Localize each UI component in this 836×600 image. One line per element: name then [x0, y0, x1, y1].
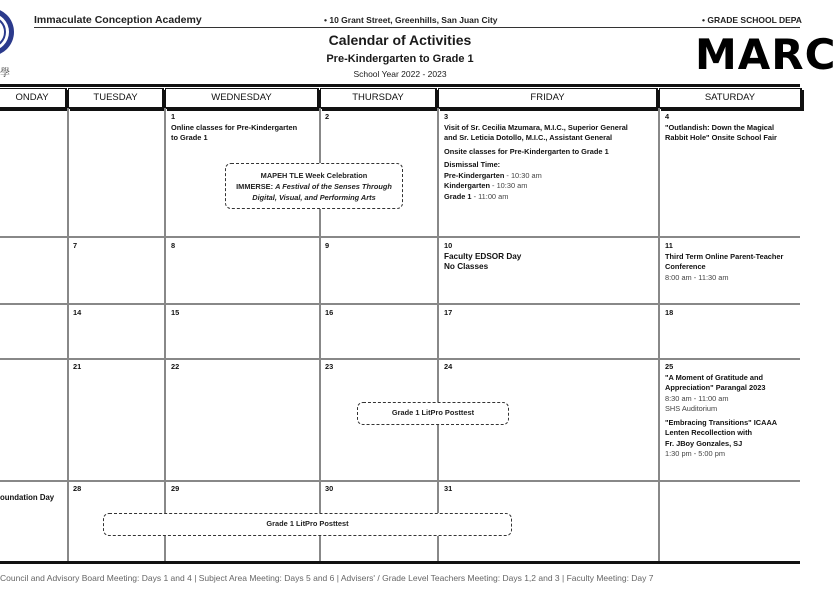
event-banner-mapeh[interactable]	[225, 163, 403, 209]
event-text: "Embracing Transitions" ICAAA	[665, 417, 778, 427]
department-name: • GRADE SCHOOL DEPA	[702, 15, 802, 25]
day-header-monday: ONDAY	[0, 88, 67, 109]
event-time: 1:30 pm - 5:00 pm	[665, 449, 725, 458]
seal-caption: 學	[0, 68, 10, 79]
event-text: No Classes	[444, 262, 489, 271]
grid-line	[0, 480, 800, 482]
day-number: 10	[444, 241, 453, 250]
day-number: 29	[171, 484, 180, 493]
day-cell-7[interactable]	[73, 241, 77, 252]
day-header-tuesday: TUESDAY	[68, 88, 164, 109]
grid-line	[658, 108, 660, 561]
event-time: 8:30 am - 11:00 am	[665, 393, 729, 403]
day-number: 25	[665, 362, 674, 371]
day-cell-11[interactable]	[665, 241, 783, 283]
day-header-friday: FRIDAY	[438, 88, 658, 109]
event-venue: SHS Auditorium	[665, 404, 718, 413]
event-text: to Grade 1	[171, 133, 208, 142]
event-text: Online classes for Pre-Kindergarten	[171, 122, 298, 132]
grid-line	[0, 236, 800, 238]
event-text: Lenten Recollection with	[665, 428, 753, 437]
day-cell-2[interactable]	[325, 112, 329, 123]
day-number: 28	[73, 484, 82, 493]
banner-label: Grade 1 LitPro Posttest	[391, 408, 475, 417]
day-cell-28[interactable]	[73, 484, 81, 495]
event-text: oundation Day	[0, 493, 55, 502]
day-number: 18	[665, 308, 674, 317]
event-text: Fr. JBoy Gonzales, SJ	[665, 438, 743, 448]
dismissal-row: Pre-Kindergarten - 10:30 am	[444, 170, 542, 180]
day-number: 14	[73, 308, 82, 317]
day-header-wednesday: WEDNESDAY	[165, 88, 319, 109]
event-banner-litpro-week5[interactable]	[103, 513, 512, 536]
day-number: 11	[665, 241, 673, 250]
day-cell-10[interactable]	[444, 241, 521, 273]
bottom-divider	[0, 561, 800, 564]
grid-line	[164, 108, 166, 561]
day-cell-17[interactable]	[444, 308, 452, 319]
event-text: Appreciation" Parangal 2023	[665, 383, 766, 392]
day-header-thursday: THURSDAY	[320, 88, 437, 109]
day-number: 17	[444, 308, 453, 317]
day-cell-3[interactable]	[444, 112, 628, 202]
school-name: Immaculate Conception Academy	[34, 14, 202, 26]
page-subtitle: Pre-Kindergarten to Grade 1	[326, 53, 474, 65]
header-divider	[0, 84, 800, 87]
event-text: Conference	[665, 262, 706, 271]
day-number: 31	[444, 484, 453, 493]
day-cell-16[interactable]	[325, 308, 333, 319]
day-number: 1	[171, 112, 176, 121]
event-text: "A Moment of Gratitude and	[665, 372, 764, 382]
event-text: and Sr. Leticia Dotollo, M.I.C., Assistant General	[444, 133, 613, 142]
day-cell-27[interactable]	[0, 493, 54, 504]
day-number: 15	[171, 308, 180, 317]
day-number: 3	[444, 112, 449, 121]
grid-line	[0, 358, 800, 360]
grid-line	[67, 108, 69, 561]
day-number: 23	[325, 362, 334, 371]
day-number: 30	[325, 484, 334, 493]
day-number: 7	[73, 241, 78, 250]
event-text: Faculty EDSOR Day	[444, 251, 522, 261]
day-cell-9[interactable]	[325, 241, 329, 252]
event-text: Visit of Sr. Cecilia Mzumara, M.I.C., Superior General	[444, 122, 628, 132]
event-banner-litpro-week4[interactable]	[357, 402, 509, 425]
page-title: Calendar of Activities	[328, 32, 472, 48]
day-number: 21	[73, 362, 82, 371]
day-header-saturday: SATURDAY	[659, 88, 802, 109]
event-text: "Outlandish: Down the Magical	[665, 122, 775, 132]
dismissal-label: Dismissal Time:	[444, 160, 501, 169]
day-number: 9	[325, 241, 330, 250]
event-text: Onsite classes for Pre-Kindergarten to Grade 1	[444, 146, 609, 156]
day-number: 8	[171, 241, 176, 250]
dismissal-row: Kindergarten - 10:30 am	[444, 181, 528, 190]
day-number: 24	[444, 362, 453, 371]
event-text: Rabbit Hole" Onsite School Fair	[665, 133, 777, 142]
day-cell-15[interactable]	[171, 308, 179, 319]
banner-line: IMMERSE: A Festival of the Senses Through	[236, 182, 392, 191]
header-rule	[34, 27, 800, 28]
day-cell-31[interactable]	[444, 484, 452, 495]
day-cell-29[interactable]	[171, 484, 179, 495]
grid-line	[437, 108, 439, 561]
event-time: 8:00 am - 11:30 am	[665, 272, 729, 282]
day-cell-18[interactable]	[665, 308, 673, 319]
banner-label: Grade 1 LitPro Posttest	[266, 519, 349, 528]
school-address: • 10 Grant Street, Greenhills, San Juan City	[324, 15, 498, 25]
day-cell-4[interactable]	[665, 112, 777, 144]
day-cell-1[interactable]	[171, 112, 297, 144]
day-cell-14[interactable]	[73, 308, 81, 319]
day-cell-22[interactable]	[171, 362, 179, 373]
day-number: 16	[325, 308, 334, 317]
day-cell-23[interactable]	[325, 362, 333, 373]
dismissal-row: Grade 1 - 11:00 am	[444, 191, 509, 201]
event-text: Third Term Online Parent-Teacher	[665, 251, 784, 261]
day-number: 2	[325, 112, 330, 121]
banner-line: Digital, Visual, and Performing Arts	[252, 193, 376, 202]
day-cell-8[interactable]	[171, 241, 175, 252]
grid-line	[0, 303, 800, 305]
day-cell-21[interactable]	[73, 362, 81, 373]
month-title: MARC	[695, 30, 836, 79]
day-number: 4	[665, 112, 670, 121]
day-cell-30[interactable]	[325, 484, 333, 495]
day-number: 22	[171, 362, 180, 371]
meeting-legend-footer: Council and Advisory Board Meeting: Days 1 and 4 | Subject Area Meeting: Days 5 and 6 | Advisers' / Grade Level Teachers Meeting: Days 1,2 and 3 | Faculty Meeting: Day 7	[0, 573, 654, 583]
day-cell-25[interactable]	[665, 362, 777, 460]
school-year: School Year 2022 - 2023	[353, 69, 447, 79]
banner-line: MAPEH TLE Week Celebration	[260, 171, 368, 180]
day-cell-24[interactable]	[444, 362, 452, 373]
